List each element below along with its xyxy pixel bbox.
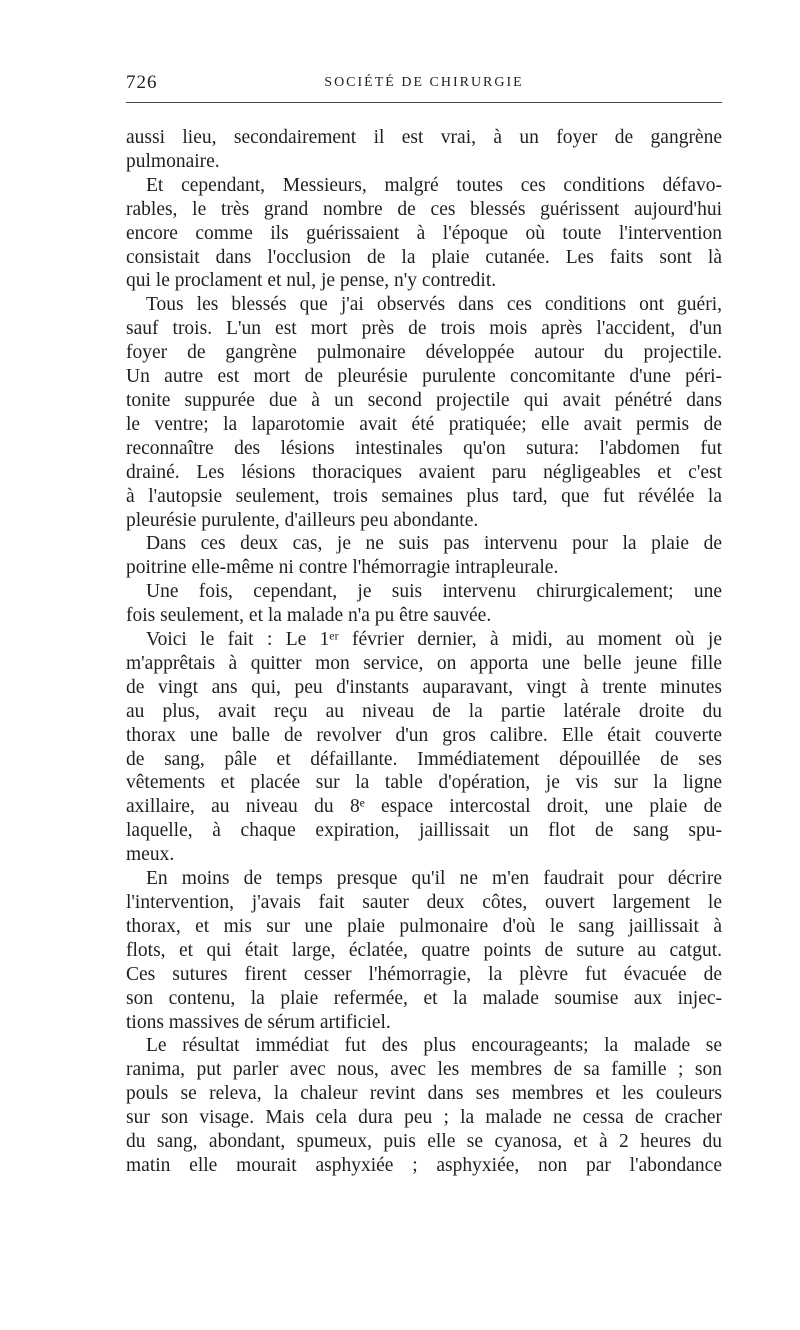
header-rule [126,102,722,103]
text-line: vêtements et placée sur la table d'opération, je vis sur la ligne [126,772,722,794]
text-line: En moins de temps presque qu'il ne m'en faudrait pour décrire [146,868,722,890]
text-line: au plus, avait reçu au niveau de la partie latérale droite du [126,700,722,722]
text-line: tonite suppurée due à un second projectile qui avait pénétré dans [126,389,722,411]
text-line: foyer de gangrène pulmonaire développée autour du projectile. [126,342,722,364]
text-line: reconnaître des lésions intestinales qu'on sutura: l'abdomen fut [126,437,722,459]
text-line: encore comme ils guérissaient à l'époque où toute l'intervention [126,222,722,244]
page-number: 726 [126,72,158,93]
text-line: pleurésie purulente, d'ailleurs peu abondante. [126,509,479,531]
text-line: fois seulement, et la malade n'a pu être sauvée. [126,605,492,627]
text-line: Et cependant, Messieurs, malgré toutes ces conditions défavo- [146,174,722,196]
text-line: tions massives de sérum artificiel. [126,1011,391,1033]
text-line: du sang, abondant, spumeux, puis elle se cyanosa, et à 2 heures du [126,1131,722,1153]
running-head [126,72,722,96]
text-line: Un autre est mort de pleurésie purulente concomitante d'une péri- [126,366,722,388]
text-line: l'intervention, j'avais fait sauter deux côtes, ouvert largement le [126,892,722,913]
text-line: Une fois, cependant, je suis intervenu chirurgicalement; une [146,581,722,603]
text-line: matin elle mourait asphyxiée ; asphyxiée, non par l'abondance [126,1154,722,1176]
text-line: rables, le très grand nombre de ces blessés guérissent aujourd'hui [126,198,722,220]
text-line: meux. [126,844,175,866]
text-line: Dans ces deux cas, je ne suis pas intervenu pour la plaie de [146,533,722,555]
text-line: son contenu, la plaie refermée, et la malade soumise aux injec- [126,987,722,1009]
text-line: le ventre; la laparotomie avait été pratiquée; elle avait permis de [126,413,722,435]
text-line: pulmonaire. [126,150,220,172]
text-line: à l'autopsie seulement, trois semaines plus tard, que fut révélée la [126,485,722,507]
text-line: de sang, pâle et défaillante. Immédiatement dépouillée de ses [126,748,722,770]
text-line: de vingt ans qui, peu d'instants auparavant, vingt à trente minutes [126,676,722,698]
text-line: poitrine elle-même ni contre l'hémorragie intrapleurale. [126,557,559,579]
journal-title: SOCIÉTÉ DE CHIRURGIE [324,75,524,90]
text-line: drainé. Les lésions thoraciques avaient paru négligeables et c'est [126,461,722,483]
text-line: sur son visage. Mais cela dura peu ; la malade ne cessa de cracher [126,1107,722,1129]
text-line: ranima, put parler avec nous, avec les membres de sa famille ; son [126,1059,722,1081]
text-line: Tous les blessés que j'ai observés dans ces conditions ont guéri, [146,294,722,316]
text-line: flots, et qui était large, éclatée, quatre points de suture au catgut. [126,939,722,961]
text-line: Le résultat immédiat fut des plus encourageants; la malade se [146,1035,722,1057]
text-line: pouls se releva, la chaleur revint dans ses membres et les couleurs [126,1083,722,1105]
text-line: sauf trois. L'un est mort près de trois mois après l'accident, d'un [126,318,722,340]
text-line: m'apprêtais à quitter mon service, on apporta une belle jeune fille [126,652,722,674]
text-line: thorax, et mis sur une plaie pulmonaire d'où le sang jaillissait à [126,915,722,937]
text-line: aussi lieu, secondairement il est vrai, à un foyer de gangrène [126,127,722,148]
text-line: qui le proclament et nul, je pense, n'y contredit. [126,270,497,292]
text-line: Voici le fait : Le 1ᵉʳ février dernier, à midi, au moment où je [146,629,722,651]
text-line: axillaire, au niveau du 8ᵉ espace intercostal droit, une plaie de [126,796,722,818]
text-line: Ces sutures firent cesser l'hémorragie, la plèvre fut évacuée de [126,963,722,985]
text-line: laquelle, à chaque expiration, jaillissait un flot de sang spu- [126,820,722,842]
body-text [126,126,722,1178]
text-line: consistait dans l'occlusion de la plaie cutanée. Les faits sont là [126,246,722,268]
text-line: thorax une balle de revolver d'un gros calibre. Elle était couverte [126,724,722,746]
